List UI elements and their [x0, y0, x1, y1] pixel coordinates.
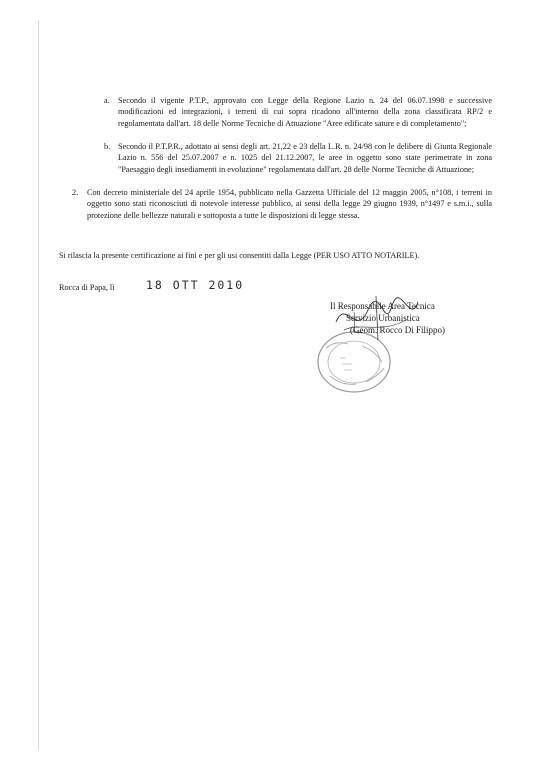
certification-statement: Si rilascia la presente certificazione ai fini e per gli usi consentiti dalla Legge (PER USO ATTO NOTARILE).	[59, 251, 420, 260]
place-label: Rocca di Papa, lì	[59, 283, 115, 292]
list-text-b: Secondo il P.T.P.R., adottato ai sensi degli art. 21,22 e 23 della L.R. n. 24/98 con le delibere di Giunta Regionale Lazio n. 556 del 25.07.2007 e n. 1025 del 21.12.2007, le aree in oggetto sono state perimetrate in zona "Paesaggio degli insediamenti in evoluzione" regolamentata dall'art. 28 delle Norme Tecniche di Attuazione;	[118, 142, 492, 174]
list-marker-2: 2.	[72, 188, 79, 197]
list-text-a: Secondo il vigente P.T.P., approvato con Legge della Regione Lazio n. 24 del 06.07.1998 e successive modificazioni ed integrazioni, i terreni di cui sopra ricadono all'interno della zona classificata RP/2 e regolamentata dall'art. 18 delle Norme Tecniche di Attuazione "Aree edificate sature e di completamento";	[118, 96, 492, 128]
list-text-2: Con decreto ministeriale del 24 aprile 1954, pubblicato nella Gazzetta Ufficiale del 12 maggio 2005, n°108, i terreni in oggetto sono stati riconosciuti di notevole interesse pubblico, ai sensi della legge 29 giugno 1939, n°1497 e s.m.i., sulla protezione delle bellezze naturali e sottoposta a tutte le disposizioni di legge stessa.	[87, 188, 492, 220]
list-marker-b: b.	[104, 142, 111, 151]
signatory-role: Il Responsabile Area Tecnica	[330, 301, 435, 311]
date-stamp: 18 OTT 2010	[146, 278, 245, 292]
margin-rule	[38, 20, 39, 750]
list-marker-a: a.	[104, 96, 110, 105]
signatory-department: Servizio Urbanistica	[346, 313, 420, 323]
signatory-name: (Geom. Rocco Di Filippo)	[350, 325, 445, 335]
